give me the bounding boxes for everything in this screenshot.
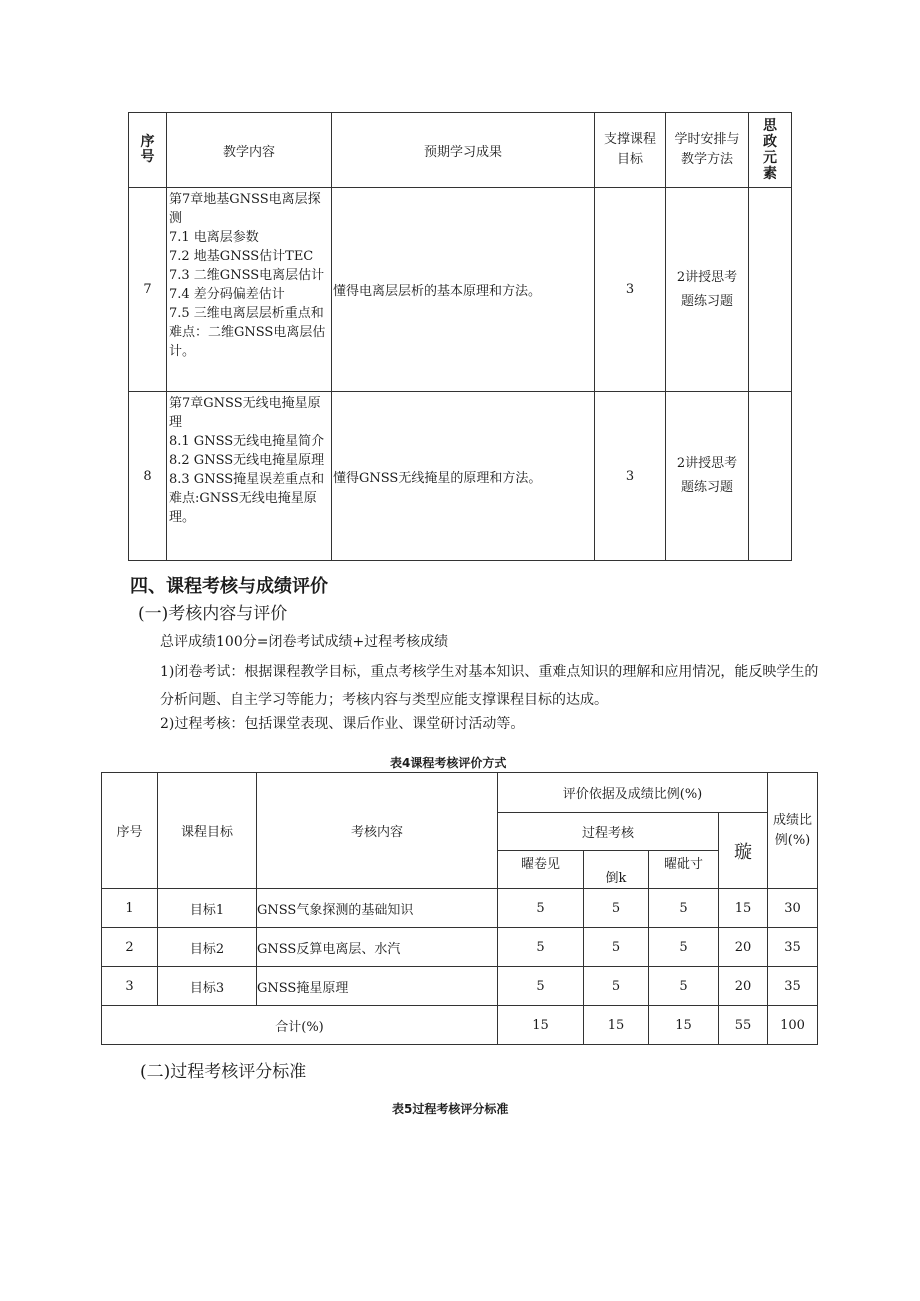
assessment-table	[101, 772, 818, 1045]
cell-seq: 2	[102, 928, 158, 967]
row-outcome: 懂得电离层层析的基本原理和方法。	[332, 188, 595, 392]
table-header-row	[102, 773, 818, 813]
table-row	[102, 967, 818, 1006]
table-header-row	[129, 113, 792, 188]
cell-c4: 15	[719, 889, 768, 928]
table-row	[129, 188, 792, 392]
header-support: 支撑课程目标	[595, 113, 666, 188]
row-ideology	[749, 392, 792, 561]
table-row	[129, 392, 792, 561]
table-total-row	[102, 1006, 818, 1045]
cell-goal: 目标2	[158, 928, 257, 967]
header-ideology: 思政元素	[749, 113, 792, 188]
cell-goal: 目标3	[158, 967, 257, 1006]
cell-c4: 20	[719, 967, 768, 1006]
header-ratio: 成绩比例(%)	[768, 773, 818, 889]
row-content	[167, 392, 332, 561]
content-line: 7.2 地基GNSS估计TEC	[169, 249, 314, 264]
header-process: 过程考核	[498, 813, 719, 851]
paragraph-process-assessment: 2)过程考核：包括课堂表现、课后作业、课堂研讨活动等。	[160, 716, 525, 732]
content-line: 第7章GNSS无线电掩星原理	[169, 396, 321, 430]
row-support: 3	[595, 188, 666, 392]
header-goal: 课程目标	[158, 773, 257, 889]
cell-total-c3: 15	[649, 1006, 719, 1045]
cell-ratio: 30	[768, 889, 818, 928]
header-seq: 序号	[129, 113, 167, 188]
cell-content: GNSS掩星原理	[257, 967, 498, 1006]
row-support: 3	[595, 392, 666, 561]
header-col4: 璇	[719, 813, 768, 889]
cell-seq: 1	[102, 889, 158, 928]
section-title-assessment: 四、课程考核与成绩评价	[130, 576, 328, 597]
row-content	[167, 188, 332, 392]
header-col2: 倒k	[584, 851, 649, 889]
cell-content: GNSS反算电离层、水汽	[257, 928, 498, 967]
teaching-content-table	[128, 112, 792, 561]
table-row	[102, 889, 818, 928]
cell-c3: 5	[649, 889, 719, 928]
header-basis: 评价依据及成绩比例(%)	[498, 773, 768, 813]
paragraph-total-score: 总评成绩100分=闭卷考试成绩+过程考核成绩	[160, 634, 449, 650]
header-hours: 学时安排与教学方法	[666, 113, 749, 188]
header-content: 教学内容	[167, 113, 332, 188]
cell-total-c1: 15	[498, 1006, 584, 1045]
cell-ratio: 35	[768, 967, 818, 1006]
header-seq: 序号	[102, 773, 158, 889]
header-outcome: 预期学习成果	[332, 113, 595, 188]
cell-total-c4: 55	[719, 1006, 768, 1045]
paragraph-closed-exam: 1)闭卷考试：根据课程教学目标，重点考核学生对基本知识、重难点知识的理解和应用情况，能反映学生的分析问题、自主学习等能力；考核内容与类型应能支撑课程目标的达成。	[160, 664, 819, 708]
cell-ratio: 35	[768, 928, 818, 967]
content-line: 第7章地基GNSS电离层探测	[169, 192, 321, 226]
subsection-title-content: (一)考核内容与评价	[138, 604, 288, 624]
cell-total-c2: 15	[584, 1006, 649, 1045]
table4-caption: 表4课程考核评价方式	[390, 756, 507, 770]
cell-c1: 5	[498, 928, 584, 967]
cell-c2: 5	[584, 928, 649, 967]
header-content: 考核内容	[257, 773, 498, 889]
subsection-title-criteria: (二)过程考核评分标准	[140, 1062, 307, 1082]
row-outcome: 懂得GNSS无线掩星的原理和方法。	[332, 392, 595, 561]
content-line: 8.3 GNSS掩星误差重点和难点:GNSS无线电掩星原理。	[169, 472, 325, 525]
cell-seq: 3	[102, 967, 158, 1006]
cell-total-ratio: 100	[768, 1006, 818, 1045]
content-line: 7.4 差分码偏差估计	[169, 287, 285, 302]
cell-c2: 5	[584, 967, 649, 1006]
cell-c3: 5	[649, 928, 719, 967]
row-seq: 8	[129, 392, 167, 561]
cell-c1: 5	[498, 889, 584, 928]
cell-c1: 5	[498, 967, 584, 1006]
row-seq: 7	[129, 188, 167, 392]
table5-caption: 表5过程考核评分标准	[392, 1102, 509, 1116]
cell-c2: 5	[584, 889, 649, 928]
header-col1: 曜卷见	[498, 851, 584, 889]
content-line: 8.1 GNSS无线电掩星简介	[169, 434, 325, 449]
table-row	[102, 928, 818, 967]
content-line: 7.3 二维GNSS电离层估计	[169, 268, 325, 283]
header-col3: 曜砒寸	[649, 851, 719, 889]
cell-total-label: 合计(%)	[102, 1006, 498, 1045]
row-ideology	[749, 188, 792, 392]
cell-c4: 20	[719, 928, 768, 967]
content-line: 8.2 GNSS无线电掩星原理	[169, 453, 325, 468]
row-method: 2讲授思考题练习题	[666, 392, 749, 561]
content-line: 7.5 三维电离层层析重点和难点：二维GNSS电离层估计。	[169, 306, 326, 359]
cell-goal: 目标1	[158, 889, 257, 928]
row-method: 2讲授思考题练习题	[666, 188, 749, 392]
cell-c3: 5	[649, 967, 719, 1006]
cell-content: GNSS气象探测的基础知识	[257, 889, 498, 928]
content-line: 7.1 电离层参数	[169, 230, 259, 245]
